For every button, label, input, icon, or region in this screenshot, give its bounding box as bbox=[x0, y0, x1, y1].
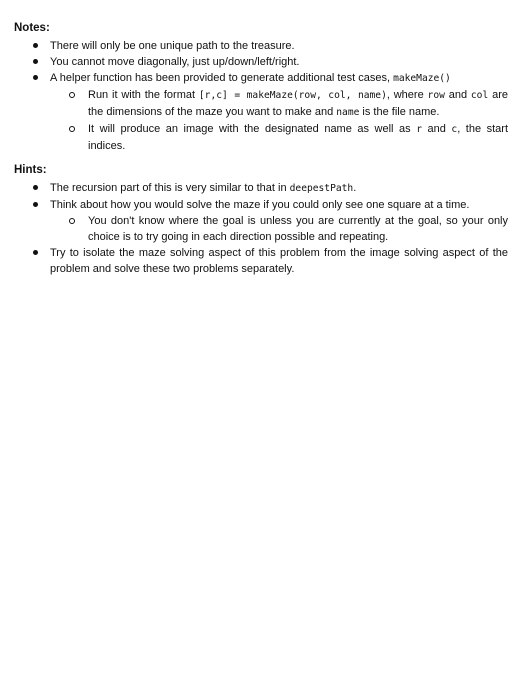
inline-code: [r,c] = makeMaze(row, col, name) bbox=[198, 90, 387, 101]
subitem-text: and bbox=[444, 89, 471, 101]
notes-heading: Notes: bbox=[14, 22, 50, 34]
notes-subitem-produce-image bbox=[50, 121, 508, 154]
notes-item-helper-function bbox=[14, 70, 508, 154]
hints-item-text: Try to isolate the maze solving aspect of this problem from the image solving aspect of the problem and solve these two problems separately. bbox=[50, 247, 508, 275]
inline-code: c bbox=[451, 124, 458, 135]
notes-list bbox=[14, 38, 508, 154]
notes-sublist bbox=[50, 87, 508, 154]
inline-code: name bbox=[336, 107, 360, 118]
bullet-icon bbox=[33, 43, 38, 48]
notes-item-text: A helper function has been provided to generate additional test cases, bbox=[50, 72, 394, 84]
notes-item-no-diagonal bbox=[14, 54, 508, 70]
hollow-bullet-icon bbox=[69, 92, 75, 98]
hollow-bullet-icon bbox=[69, 218, 75, 224]
subitem-text: It will produce an image with the designated name as well as bbox=[88, 123, 417, 135]
inline-code: makeMaze() bbox=[393, 73, 451, 84]
hints-item-recursion bbox=[14, 180, 508, 197]
notes-item-text: You cannot move diagonally, just up/down/left/right. bbox=[50, 56, 300, 68]
subitem-text: , the start indices. bbox=[88, 123, 509, 152]
notes-section bbox=[14, 21, 508, 154]
notes-subitem-run-format bbox=[50, 87, 508, 121]
subitem-text: are the dimensions of the maze you want to make and bbox=[88, 89, 508, 118]
subitem-text: Run it with the format bbox=[88, 89, 199, 101]
subitem-text: You don't know where the goal is unless you are currently at the goal, so your only choice is to try going in each direction possible and repeating. bbox=[88, 215, 508, 243]
subitem-text: , where bbox=[386, 89, 428, 101]
hints-item-isolate bbox=[14, 245, 508, 277]
hints-heading: Hints: bbox=[14, 164, 47, 176]
subitem-text: is the file name. bbox=[359, 106, 440, 118]
hints-sublist bbox=[50, 213, 508, 245]
inline-code: row bbox=[427, 90, 445, 101]
hints-item-text: . bbox=[353, 182, 357, 194]
inline-code: deepestPath bbox=[289, 183, 354, 194]
bullet-icon bbox=[33, 185, 38, 190]
hints-list bbox=[14, 180, 508, 277]
inline-code: col bbox=[470, 90, 489, 101]
hollow-bullet-icon bbox=[69, 126, 75, 132]
notes-item-unique-path bbox=[14, 38, 508, 54]
hints-item-one-square bbox=[14, 197, 508, 245]
bullet-icon bbox=[33, 202, 38, 207]
hints-item-text: Think about how you would solve the maze if you could only see one square at a time. bbox=[50, 199, 470, 211]
notes-item-text: There will only be one unique path to the treasure. bbox=[50, 40, 295, 52]
hints-item-text: The recursion part of this is very similar to that in bbox=[50, 182, 290, 194]
bullet-icon bbox=[33, 59, 38, 64]
hints-subitem-goal bbox=[50, 213, 508, 245]
bullet-icon bbox=[33, 75, 38, 80]
hints-section bbox=[14, 163, 508, 277]
bullet-icon bbox=[33, 250, 38, 255]
inline-code: r bbox=[416, 124, 422, 135]
subitem-text: and bbox=[421, 123, 452, 135]
